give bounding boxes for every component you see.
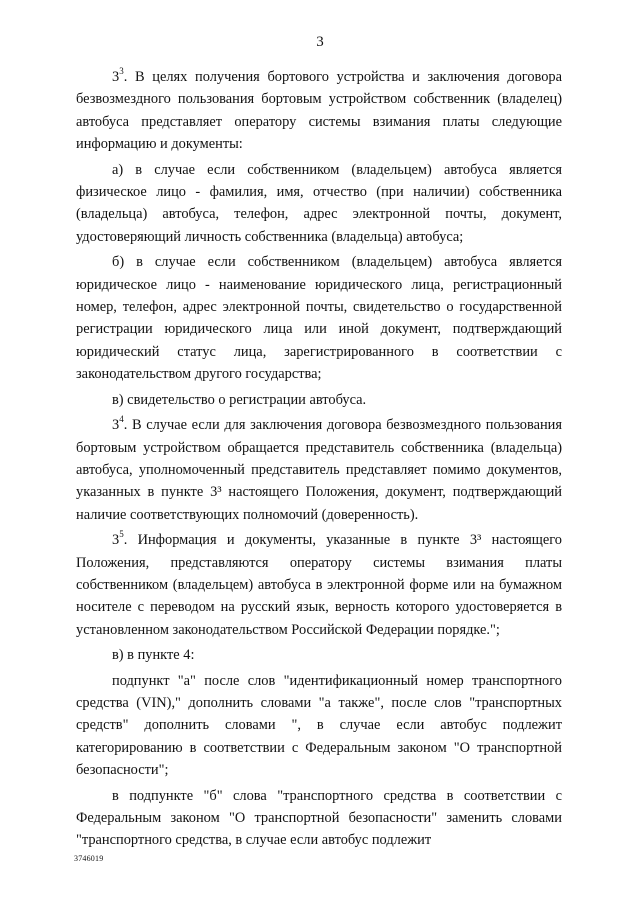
paragraph-text: . В целях получения бортового устройства и заключения договора безвозмездного пользования бортовым устройством собственник (владелец) автобуса представляет оператору системы взимания платы следующие информацию и документы: <box>76 69 562 153</box>
subparagraph-v: в) свидетельство о регистрации автобуса. <box>112 391 367 408</box>
paragraph-3-3 <box>76 66 562 156</box>
subparagraph-b: б) в случае если собственником (владельцем) автобуса является юридическое лицо - наименование юридического лица, регистрационный номер, телефон, адрес электронной почты, свидетельство о государственной регистрации юридического лица или иной документ, подтверждающий юридический статус лица, зарегистрированного в соответствии с законодательством другого государства; <box>76 254 562 383</box>
paragraph-text: . Информация и документы, указанные в пункте 3³ настоящего Положения, представляются оператору системы взимания платы собственником (владельцем) автобуса в электронной форме или на бумажном носителе с переводом на русский язык, верность которого удостоверяется в установленном законодательством Российской Федерации порядке."; <box>76 532 562 638</box>
paragraph-number: 3 <box>112 69 120 85</box>
paragraph-3-5 <box>76 529 562 641</box>
paragraph-number-superscript: 3 <box>119 66 124 77</box>
paragraph-number: 3 <box>112 417 120 434</box>
paragraph-number-superscript: 4 <box>119 414 124 425</box>
document-code: 3746019 <box>74 854 104 863</box>
subparagraph-a: а) в случае если собственником (владельцем) автобуса является физическое лицо - фамилия, имя, отчество (при наличии) собственника (владельца) автобуса, телефон, адрес электронной почты, документ, удостоверяющий личность собственника (владельца) автобуса; <box>76 161 562 245</box>
page-number: 3 <box>316 34 324 50</box>
amendment-item-v: в) в пункте 4: <box>112 647 195 664</box>
document-body <box>76 66 562 855</box>
amendment-subitem-b: в подпункте "б" слова "транспортного средства в соответствии с Федеральным законом "О транспортной безопасности" заменить словами "транспортного средства, в случае если автобус подлежит <box>76 787 562 849</box>
paragraph-number-superscript: 5 <box>119 529 124 540</box>
paragraph-number: 3 <box>112 532 120 549</box>
amendment-subitem-a: подпункт "а" после слов "идентификационный номер транспортного средства (VIN)," дополнить словами "а также", после слов "транспортных средств" дополнить словами ", в случае если автобус подлежит категорированию в соответствии с Федеральным законом "О транспортной безопасности"; <box>76 672 562 779</box>
paragraph-3-4 <box>76 414 562 526</box>
paragraph-text: . В случае если для заключения договора безвозмездного пользования бортовым устройством обращается представитель собственника (владельца) автобуса, уполномоченный представитель представляет помимо документов, указанных в пункте 3³ настоящего Положения, документ, подтверждающий наличие соответствующих полномочий (доверенность). <box>76 417 562 523</box>
